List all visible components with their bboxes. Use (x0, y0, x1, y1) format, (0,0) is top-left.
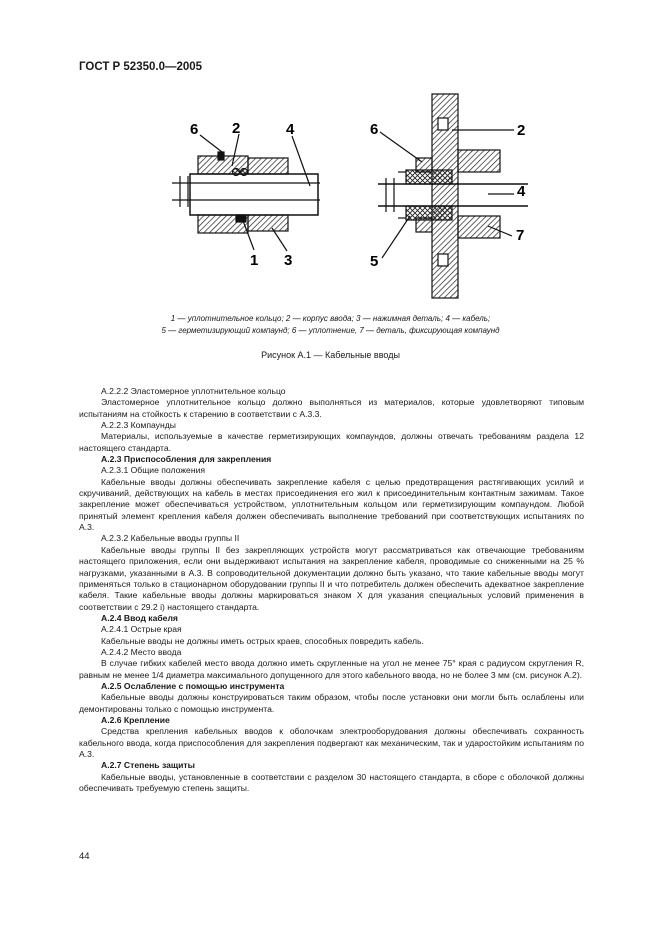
left-label-4: 4 (286, 121, 295, 138)
paragraph: Кабельные вводы должны обеспечивать закрепление кабеля с целью предотвращения растягивающих усилий и скручиваний, действующих на кабель в местах присоединения его жил к присоединительным контактным зажимам. Такое закрепление может обеспечиваться устройством, уплотнительным кольцом или герметизирующим компаундом. Любой принятый элемент крепления кабеля должен обеспечивать выполнение требований при соответствующих испытаниях по А.3. (79, 476, 584, 533)
right-label-5: 5 (370, 253, 379, 270)
left-cable-gland-drawing (172, 134, 320, 251)
paragraph: А.2.4.1 Острые края (101, 624, 182, 635)
left-label-3: 3 (284, 252, 293, 269)
left-label-6: 6 (190, 121, 199, 138)
paragraph: Кабельные вводы не должны иметь острых краев, способных повредить кабель. (101, 635, 424, 646)
right-label-6: 6 (370, 121, 379, 138)
right-cable-gland-drawing (378, 94, 528, 298)
right-label-7: 7 (516, 227, 525, 244)
cable-entry-figure (150, 88, 550, 308)
right-label-2: 2 (517, 122, 526, 139)
page-header: ГОСТ Р 52350.0—2005 (79, 61, 203, 73)
paragraph: А.2.2.2 Эластомерное уплотнительное кольцо (101, 386, 286, 396)
right-label-4: 4 (517, 183, 526, 200)
left-label-2: 2 (232, 120, 241, 137)
figure-legend-line-1: 1 — уплотнительное кольцо; 2 — корпус ввода; 3 — нажимная деталь; 4 — кабель; (170, 314, 491, 323)
paragraph: В случае гибких кабелей место ввода должно иметь скругленные на угол не менее 75° края с радиусом скругления R, равным не менее 1/4 диаметра максимального допущенного для этого кабельного ввода, но не более 3 мм (см. рисунок А.2). (79, 658, 584, 680)
section-heading: А.2.4 Ввод кабеля (101, 612, 178, 623)
figure-legend-line-2: 5 — герметизирующий компаунд; 6 — уплотнение, 7 — деталь, фиксирующая компаунд (161, 326, 500, 335)
paragraph: Эластомерное уплотнительное кольцо должно выполняться из материалов, которые удовлетворяют типовым испытаниям на стойкость к старению в соответствии с А.3.3. (79, 397, 584, 419)
paragraph: А.2.3.2 Кабельные вводы группы II (101, 533, 240, 544)
paragraph: Материалы, используемые в качестве герметизирующих компаундов, должны отвечать требованиям раздела 12 настоящего стандарта. (79, 431, 584, 453)
left-label-1: 1 (250, 252, 259, 269)
paragraph: Кабельные вводы, установленные в соответствии с разделом 30 настоящего стандарта, в сборе с оболочкой должны обеспечивать требуемую степень защиты. (79, 771, 584, 794)
paragraph: А.2.3.1 Общие положения (101, 465, 206, 476)
paragraph: А.2.4.2 Место ввода (101, 646, 182, 657)
section-heading: А.2.7 Степень защиты (101, 760, 195, 771)
section-heading: А.2.5 Ослабление с помощью инструмента (101, 680, 285, 691)
paragraph: Кабельные вводы должны конструироваться таким образом, чтобы после установки они могли быть ослаблены или демонтированы только с помощью инструмента. (79, 692, 584, 714)
paragraph: Средства крепления кабельных вводов к оболочкам электрооборудования должны обеспечивать сохранность кабельного ввода, когда приспособления для закрепления подвергают как механическим, так и ударостойким испытаниям по А.3. (79, 726, 584, 759)
section-heading: А.2.6 Крепление (101, 714, 170, 725)
body-text (79, 386, 584, 794)
paragraph: А.2.2.3 Компаунды (101, 420, 176, 431)
section-heading: А.2.3 Приспособления для закрепления (101, 454, 272, 465)
page-number: 44 (79, 851, 90, 862)
paragraph: Кабельные вводы группы II без закрепляющих устройств могут рассматриваться как отвечающие требованиям настоящего приложения, если они выдерживают испытания на закрепление кабеля, проводимые со сниженными на 25 % нагрузками, указанными в А.3. В сопроводительной документации должно быть указано, что такие кабельные вводы могут применяться только в стационарном оборудовании группы II и что потребитель должен обеспечить адекватное закрепление кабеля. Такие кабельные вводы должны маркироваться знаком X для указания специальных условий применения в соответствии с 29.2 i) настоящего стандарта. (79, 544, 584, 612)
figure-caption: Рисунок А.1 — Кабельные вводы (261, 350, 400, 360)
